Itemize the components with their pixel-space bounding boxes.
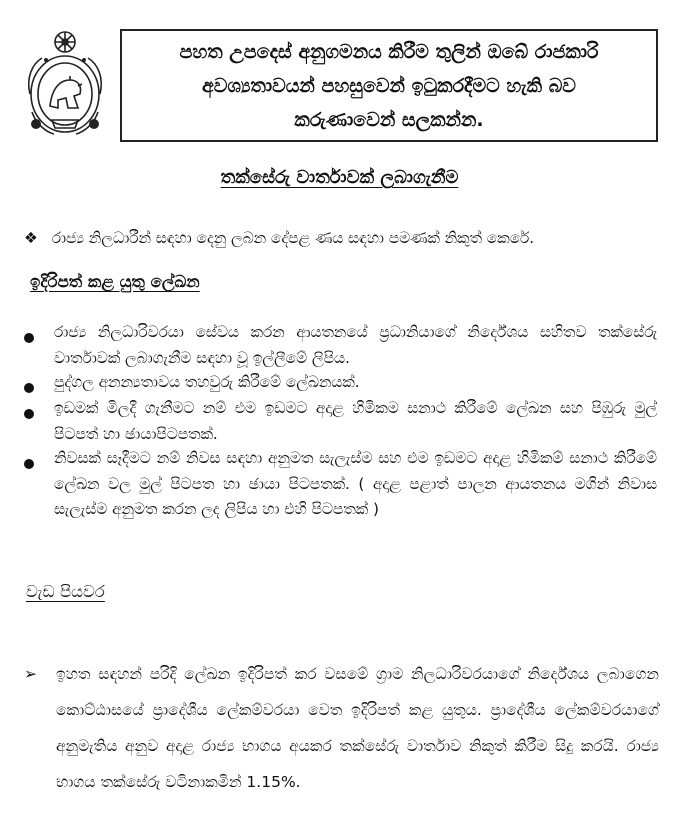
document-item: ඉඩමක් මිලදී ගැනීමට නම් එම ඉඩමට අදාළ හිමිකම සනාථ කිරීමේ ලේඛන සහ පිඹුරු මුල් පිටපත් හා ඡායාපිටපතක්. [54,399,657,443]
bullet-icon [24,409,34,419]
document-item: පුද්ගල අනන්‍යතාවය තහවුරු කිරීමේ ලේඛනයක්. [54,373,360,391]
government-emblem-icon [22,28,108,140]
intro-line [24,225,659,251]
intro-text: රාජ්‍ය නිලධාරීන් සඳහා දෙනු ලබන දේපළ ණය සඳහා පමණක් නිකුත් කෙරේ. [51,229,535,247]
bullet-icon [24,333,34,343]
notice-box [120,29,658,142]
document-item: රාජ්‍ය නිලධාරිවරයා සේවය කරන ආයතනයේ ප්‍රධානියාගේ නිර්දේශය සහිතව තක්සේරු වාර්තාවක් ලබාගැනීම සඳහා වූ ඉල්ලීමේ ලිපිය. [54,323,657,367]
bullet-icon [24,459,34,469]
bullet-icon [24,383,34,393]
procedure-paragraph [24,656,659,800]
notice-line: කරුණාවෙන් සලකන්න. [294,108,484,131]
page-title: තක්සේරු වාර්තාවක් ලබාගැනීම [220,167,459,188]
procedure-text: ඉහත සඳහන් පරිදි ලේඛන ඉදිරිපත් කර වසමේ ග්‍රාම නිලධාරිවරයාගේ නිර්දේශය ලබාගෙන කොට්ඨාසයේ ප්‍රාදේශීය ලේකම්වරයා වෙත ඉදිරිපත් කළ යුතුය. ප්‍රාදේශීය ලේකම්වරයාගේ අනුමැතිය අනුව අදාළ රාජ්‍ය භාගය අයකර තක්සේරු වාර්තාව නිකුත් කිරීම සිදු කරයි. රාජ්‍ය භාගය තක්සේරු වටිනාකමින් 1.15%. [56,665,659,791]
document-item: නිවසක් සෑදීමට නම් නිවස සඳහා අනුමත සැලැස්ම සහ එම ඉඩමට අදාළ හිමිකම් සනාථ කිරීමේ ලේඛන වල මුල් පිටපත හා ඡායා පිටපතක්. ( අදාළ පළාත් පාලන ආයතනය මගින් නිවාස සැලැස්ම අනුමත කරන ලද ලිපිය හා එහි පිටපතක් ) [54,449,657,518]
procedure-heading: වැඩ පියවර [26,582,105,601]
documents-heading: ඉදිරිපත් කළ යුතු ලේඛන [30,272,200,291]
notice-line: අවශ්‍යතාවයන් පහසුවෙන් ඉටුකරදීමට හැකි බව [202,74,576,97]
diamond-bullet-icon: ❖ [24,229,38,247]
notice-line: පහත උපදෙස් අනුගමනය කිරීම තුලින් ඔබේ රාජකාරි [179,40,599,63]
arrow-bullet-icon: ➢ [24,665,37,683]
